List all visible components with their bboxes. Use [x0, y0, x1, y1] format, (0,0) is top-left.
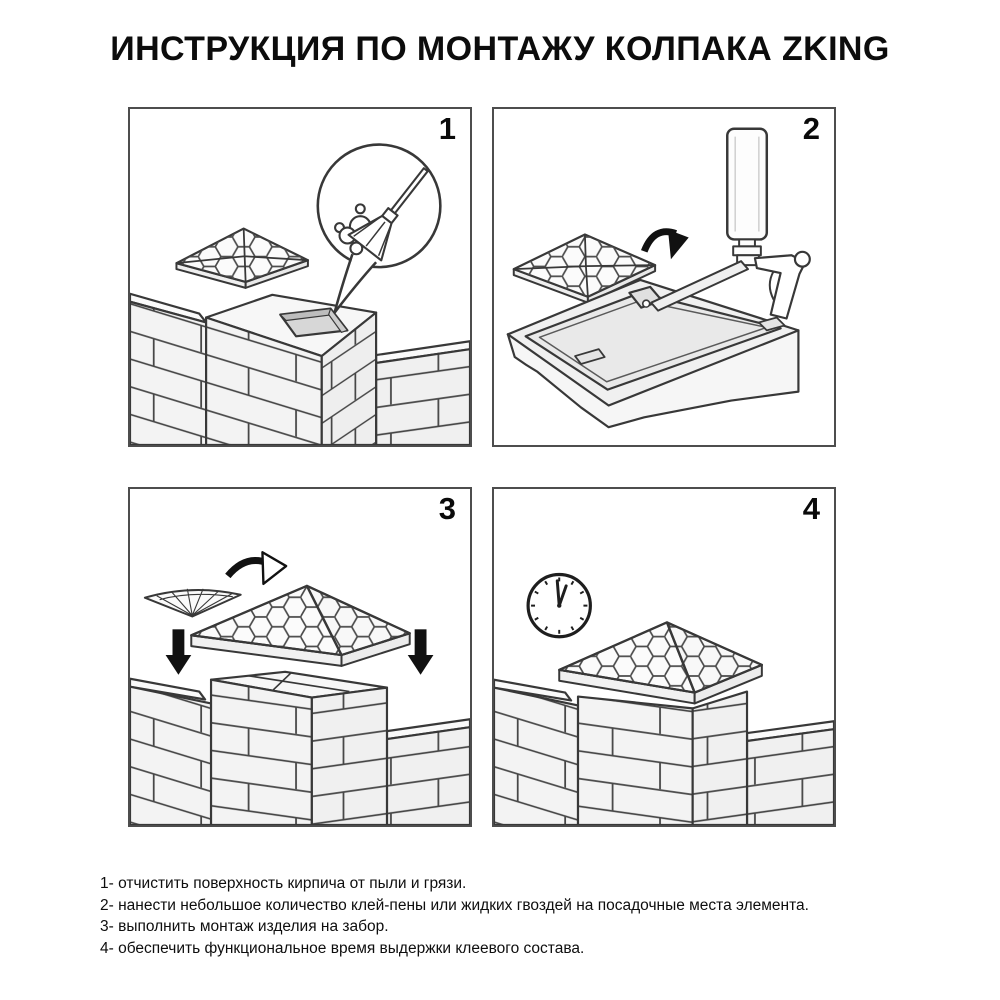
panel-step-2 — [492, 107, 836, 447]
speech-bubble-callout — [318, 145, 442, 313]
rotate-arrow-icon — [644, 230, 688, 260]
instruction-list — [100, 873, 980, 959]
illustration-step-3 — [130, 489, 470, 825]
flipped-cap — [145, 589, 241, 617]
step-number: 3 — [438, 491, 456, 526]
step-number: 4 — [802, 491, 820, 526]
gun-trigger — [770, 271, 774, 300]
illustration-step-1 — [130, 109, 470, 445]
panel-step-3 — [128, 487, 472, 827]
glue-dot — [643, 300, 650, 307]
illustration-step-4 — [494, 489, 834, 825]
down-arrow-icon — [408, 629, 434, 674]
instruction-line-4: 4- обеспечить функциональное время выдержки клеевого состава. — [100, 939, 585, 957]
instruction-line-3: 3- выполнить монтаж изделия на забор. — [100, 918, 389, 935]
rotate-arrow-icon — [228, 552, 286, 584]
instruction-line-2: 2- нанести небольшое количество клей-пены или жидких гвоздей на посадочные места элемента. — [100, 896, 809, 914]
instruction-line-1: 1- отчистить поверхность кирпича от пыли и грязи. — [100, 875, 467, 892]
down-arrow-icon — [166, 629, 192, 674]
panel-step-1 — [128, 107, 472, 447]
foam-canister — [727, 129, 767, 240]
flat-cap — [176, 229, 307, 288]
brick-pillar-closed-top — [211, 672, 387, 825]
clock-icon — [528, 574, 590, 636]
step-number: 2 — [802, 111, 820, 146]
brick-pillar-open-top — [206, 295, 376, 445]
panel-step-4 — [492, 487, 836, 827]
installed-cap — [559, 622, 762, 703]
brick-pillar — [578, 692, 747, 825]
page-title: ИНСТРУКЦИЯ ПО МОНТАЖУ КОЛПАКА ZKING — [110, 30, 890, 68]
step-number: 1 — [438, 111, 456, 146]
illustration-step-2 — [494, 109, 834, 445]
